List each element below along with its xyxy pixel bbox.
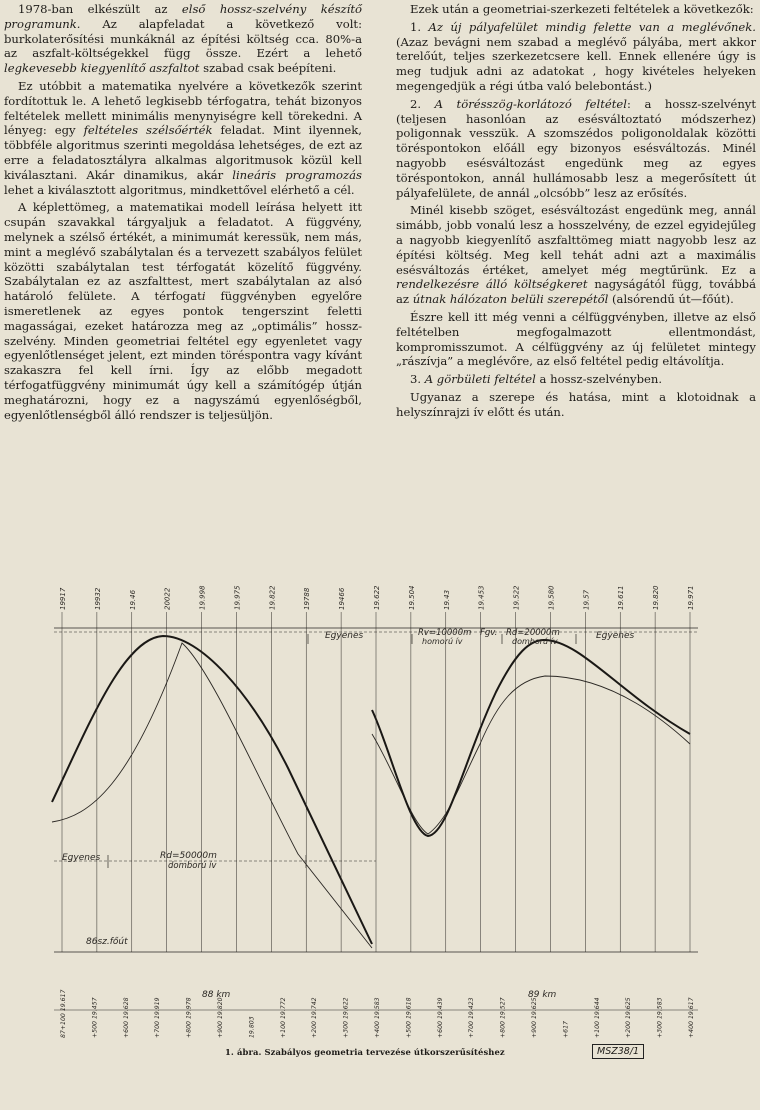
paragraph: Ez utóbbit a matematika nyelvére a következők szerint fordítottuk le. A lehető legkisebb térfogatra, tehát bizonyos feltételek mellett minimális menynyiségre kell törekedni. A lényeg: egy feltételes szélsőérték feladat. Mint ilyennek, többféle algoritmus szerinti megoldása lehetséges, de ezt az erre a feladatosztályra alkalmas algoritmusok közül kell kiválasztani. Akár dinamikus, akár lineáris programozás lehet a kiválasztott algoritmus, mindkettővel elérhető a cél. — [4, 78, 362, 197]
top-elevation-label: 19788 — [303, 587, 312, 610]
bottom-station-label: +400 19.617 — [688, 997, 695, 1038]
bottom-station-label: +200 19.742 — [311, 997, 319, 1038]
paragraph: 3. A görbületi feltétel a hossz-szelvényben. — [410, 372, 663, 387]
bottom-station-label: +800 19.978 — [185, 997, 193, 1038]
top-elevation-label: 19932 — [93, 587, 102, 610]
figure-caption: 1. ábra. Szabályos geometria tervezése útkorszerűsítéshez — [225, 1047, 505, 1057]
bottom-station-label: +600 19.439 — [436, 997, 444, 1038]
bottom-station-label: +700 19.919 — [154, 997, 162, 1038]
top-elevation-label: 19.43 — [442, 589, 451, 610]
top-elevation-label: 19.580 — [547, 585, 556, 610]
top-elevation-label: 19.971 — [687, 585, 695, 610]
label-egyenes-left: Egyenes — [62, 853, 101, 863]
bottom-station-label: +300 19.583 — [656, 997, 664, 1038]
bottom-station-label: +500 19.618 — [405, 997, 413, 1038]
label-fout: 86sz.főút — [86, 937, 128, 947]
bottom-station-label: 19.803 — [248, 1016, 256, 1038]
bottom-station-label: +600 19.628 — [122, 997, 130, 1038]
label-homoru-iv: homorú ív — [422, 637, 463, 646]
right-text-column — [396, 2, 756, 423]
station-grid-lines — [62, 612, 690, 952]
bottom-station-label: +300 19.622 — [342, 997, 350, 1038]
bottom-station-label: +700 19.423 — [468, 997, 476, 1038]
bottom-station-label: +400 19.583 — [374, 997, 381, 1038]
paragraph: Ezek után a geometriai-szerkezeti feltételek a következők: — [410, 2, 754, 16]
label-km-89: 89 km — [528, 990, 557, 1000]
top-elevation-label: 19.46 — [128, 589, 137, 610]
top-elevation-labels — [59, 585, 695, 610]
existing-surface-line-right — [372, 676, 690, 834]
label-fgv: Fgv. — [480, 628, 498, 638]
bottom-station-label: 87+100 19.617 — [60, 989, 67, 1038]
designed-surface-line-right — [372, 640, 690, 836]
label-domboru-iv-left: domború ív — [168, 861, 217, 871]
label-egyenes-top-right: Egyenes — [596, 631, 635, 641]
label-egyenes-top-left: Egyenes — [325, 631, 364, 641]
profile-drawing — [50, 572, 710, 1044]
longitudinal-profile-figure — [50, 572, 710, 1044]
paragraph: 1978-ban elkészült az első hossz-szelvény készítő programunk. Az alapfeladat a következő volt: burkolaterősítési munkáknál az építési költség cca. 80%-a az aszfalt-költségekkel függ össze. Ezért a lehető legkevesebb kiegyenlítő aszfaltot szabad csak beépíteni. — [4, 2, 362, 76]
paragraph: Ugyanaz a szerepe és hatása, mint a klotoidnak a helyszínrajzi ív előtt és után. — [396, 389, 756, 419]
paragraph: A képlettömeg, a matematikai modell leírása helyett itt csupán szavakkal tárgyaljuk a feladatot. A függvény, melynek a szélső értékét, a minimumát keressük, nem más, mint a meglévő szabálytalan és a tervezett szabályos felület közötti szabálytalan test térfogatát közelítő függvény. Szabálytalan ez az aszfalttest, mert szabálytalan az alsó határoló felülete. A térfogati függvényben egyelőre ismeretlenek az egyes pontok tengerszint feletti magasságai, ezeket határozza meg az „optimális” hossz-szelvény. Minden geometriai feltétel egy egyenletet vagy egyenlőtlenséget jelent, ezt minden töréspontra vagy kívánt szakaszra fel kell írni. Így az előbb megadott térfogatfüggvény minimumát úgy kell a számítógép útján meghatározni, hogy ez a nagyszámú egyenlőségből, egyenlőtlenségből álló rendszer is teljesüljön. — [4, 200, 362, 422]
bottom-station-label: +617 — [562, 1021, 570, 1038]
top-elevation-label: 19.57 — [582, 589, 591, 610]
paragraph: 1. Az új pályafelület mindig felette van a meglévőnek. (Azaz bevágni nem szabad a meglévő pályába, mert akkor terelőút, teljes szerkezetcsere kell. Ennek ellenére úgy is meg tudjuk adni az adatokat , hogy kivételes helyeken megengedjük a régi útba való belebontást.) — [396, 19, 756, 93]
designed-surface-line-left — [52, 636, 372, 944]
bottom-station-label: +900 19.820 — [217, 997, 224, 1038]
top-elevation-label: 20022 — [163, 587, 172, 610]
top-elevation-label: 19.622 — [373, 585, 381, 610]
label-rv: Rv=10000m — [418, 628, 472, 638]
bottom-station-label: +100 19.644 — [593, 997, 601, 1038]
top-elevation-label: 19.820 — [652, 585, 661, 610]
bottom-station-label: +900 19.625 — [531, 997, 538, 1038]
top-elevation-label: 19.975 — [233, 585, 242, 610]
label-domboru-iv-right: domború ív — [512, 637, 558, 646]
bottom-station-label: +200 19.625 — [625, 997, 633, 1038]
label-km-88: 88 km — [202, 990, 231, 1000]
figure-stamp: MSZ38/1 — [592, 1044, 644, 1059]
top-elevation-label: 19.522 — [512, 585, 521, 610]
paragraph: 2. A törésszög-korlátozó feltétel: a hossz-szelvényt (teljesen hasonlóan az esésváltoztató módszerhez) poligonnak vesszük. A szomszédos poligonoldalak közötti töréspontokon előáll egy bizonyos esésváltozás. Minél nagyobb esésváltozást engedünk meg az egyes töréspontokon, annál hullámosabb lesz a megerősített út pályafelülete, de annál „olcsóbb” lesz az erősítés. — [396, 96, 756, 200]
paragraph: Észre kell itt még venni a célfüggvényben, illetve az első feltételben megfogalmazott ellentmondást, kompromisszumot. A célfüggvény az új felületet mintegy „rászívja” a meglévőre, az első feltétel pedig eltávolítja. — [396, 309, 756, 369]
top-elevation-label: 19.453 — [477, 585, 486, 610]
top-elevation-label: 19917 — [59, 587, 67, 610]
paragraph: Minél kisebb szöget, esésváltozást engedünk meg, annál simább, jobb vonalú lesz a hosszelvény, de ezzel egyidejűleg a nagyobb kiegyenlítő aszfalttömeg miatt nagyobb lesz az építési költség. Meg kell tehát adni azt a maximális esésváltozás értéket, amelyet még megtűrünk. Ez a rendelkezésre álló költségkeret nagyságától függ, továbbá az útnak hálózaton belüli szerepétől (alsórendű út—főút). — [396, 203, 756, 307]
existing-surface-line-left — [52, 643, 372, 948]
bottom-station-label: +500 19.457 — [91, 997, 99, 1038]
bottom-station-label: +800 19.527 — [499, 997, 507, 1038]
top-elevation-label: 19.611 — [617, 585, 626, 610]
label-rd-right: Rd=20000m — [506, 628, 560, 638]
left-text-column — [4, 2, 362, 425]
label-rd-left: Rd=50000m — [160, 851, 217, 861]
top-elevation-label: 19466 — [338, 587, 347, 610]
bottom-station-labels — [60, 989, 695, 1038]
top-elevation-label: 19.504 — [407, 585, 416, 610]
top-elevation-label: 19.998 — [198, 585, 207, 610]
bottom-station-label: +100 19.772 — [279, 997, 287, 1038]
top-elevation-label: 19.822 — [268, 585, 277, 610]
